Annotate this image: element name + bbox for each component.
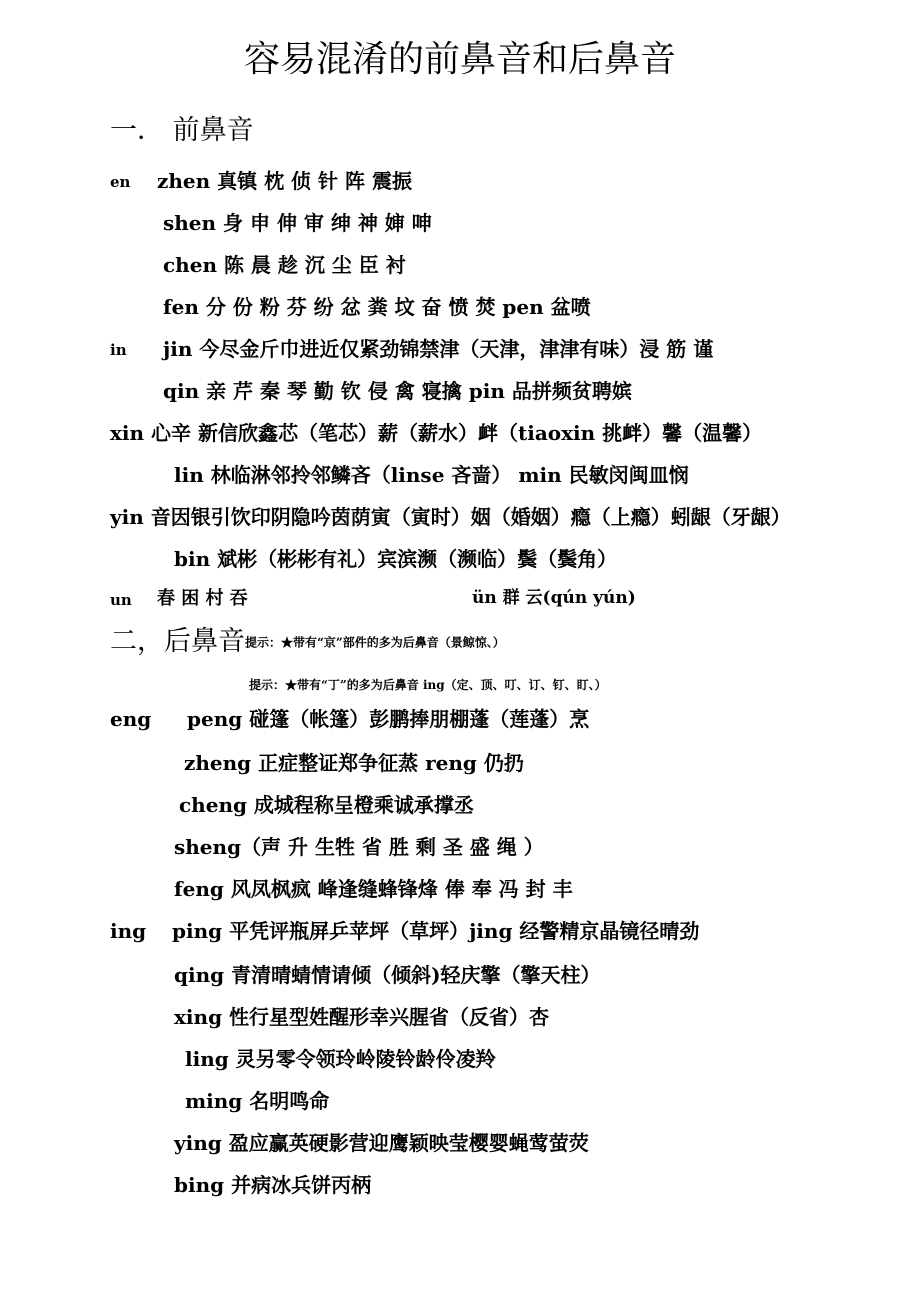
word-line-peng: peng 碰篷（帐篷）彭鹏捧朋棚蓬（莲蓬）烹 — [187, 707, 590, 731]
word-line-qin-pin: qin 亲 芹 秦 琴 勤 钦 侵 禽 寝擒 pin 品拼频贫聘嫔 — [163, 379, 632, 403]
section-heading-text: 二，后鼻音 — [110, 626, 245, 657]
word-line-cheng: cheng 成城程称呈橙乘诚承撑丞 — [179, 793, 474, 817]
word-line-zheng-reng: zheng 正症整证郑争征蒸 reng 仍扔 — [184, 751, 524, 775]
section-heading-front-nasal: 一． 前鼻音 — [110, 115, 254, 146]
group-tag-in: in — [110, 341, 127, 359]
tip-ding-component: 提示：★带有“丁”的多为后鼻音 ing（定、顶、叮、订、钉、盯、） — [249, 678, 607, 692]
word-line-sheng: sheng（声 升 生牲 省 胜 剩 圣 盛 绳 ） — [174, 835, 544, 859]
word-line-chen: chen 陈 晨 趁 沉 尘 臣 衬 — [163, 253, 406, 277]
group-tag-un: un — [110, 591, 132, 609]
word-line-shen: shen 身 申 伸 审 绅 神 婶 呻 — [163, 211, 432, 235]
section-heading-back-nasal — [110, 628, 505, 655]
word-line-ming: ming 名明鸣命 — [185, 1089, 330, 1113]
word-line-bin: bin 斌彬（彬彬有礼）宾滨濒（濒临）鬓（鬓角） — [174, 547, 618, 571]
word-line-zhen: zhen 真镇 枕 侦 针 阵 震振 — [157, 169, 412, 193]
word-line-xin: xin 心辛 新信欣鑫芯（笔芯）薪（薪水）衅（tiaoxin 挑衅）馨（温馨） — [110, 421, 763, 445]
word-line-ping-jing: ping 平凭评瓶屏乒苹坪（草坪）jing 经警精京晶镜径晴劲 — [172, 919, 700, 943]
word-line-ling: ling 灵另零令领玲岭陵铃龄伶凌羚 — [185, 1047, 496, 1071]
group-tag-en: en — [110, 173, 131, 191]
word-line-qing: qing 青清晴蜻情请倾（倾斜)轻庆擎（擎天柱） — [174, 963, 601, 987]
tip-jing-component: 提示：★带有“京”部件的多为后鼻音（景鲸惊、） — [245, 635, 505, 650]
word-line-un: 春 困 村 吞 — [157, 588, 248, 609]
group-tag-eng: eng — [110, 707, 152, 731]
word-line-fen-pen: fen 分 份 粉 芬 纷 忿 粪 坟 奋 愤 焚 pen 盆喷 — [163, 295, 591, 319]
word-line-ying: ying 盈应赢英硬影营迎鹰颖映莹樱婴蝇莺萤荧 — [174, 1131, 589, 1155]
group-tag-ing: ing — [110, 919, 147, 943]
word-line-bing: bing 并病冰兵饼丙柄 — [174, 1173, 372, 1197]
word-line-un-umlaut: ün 群 云(qún yún) — [472, 588, 636, 608]
page-title: 容易混淆的前鼻音和后鼻音 — [243, 39, 676, 80]
word-line-feng: feng 风凤枫疯 峰逢缝蜂锋烽 俸 奉 冯 封 丰 — [174, 877, 573, 901]
word-line-lin-min: lin 林临淋邻拎邻鳞吝（linse 吝啬） min 民敏闵闽皿悯 — [174, 463, 689, 487]
word-line-yin: yin 音因银引饮印阴隐吟茵荫寅（寅时）姻（婚姻）瘾（上瘾）蚓龈（牙龈） — [110, 505, 791, 529]
word-line-xing: xing 性行星型姓醒形幸兴腥省（反省）杏 — [174, 1005, 550, 1029]
word-line-jin: jin 今尽金斤巾进近仅紧劲锦禁津（天津，津津有味）浸 筋 谨 — [163, 337, 714, 361]
